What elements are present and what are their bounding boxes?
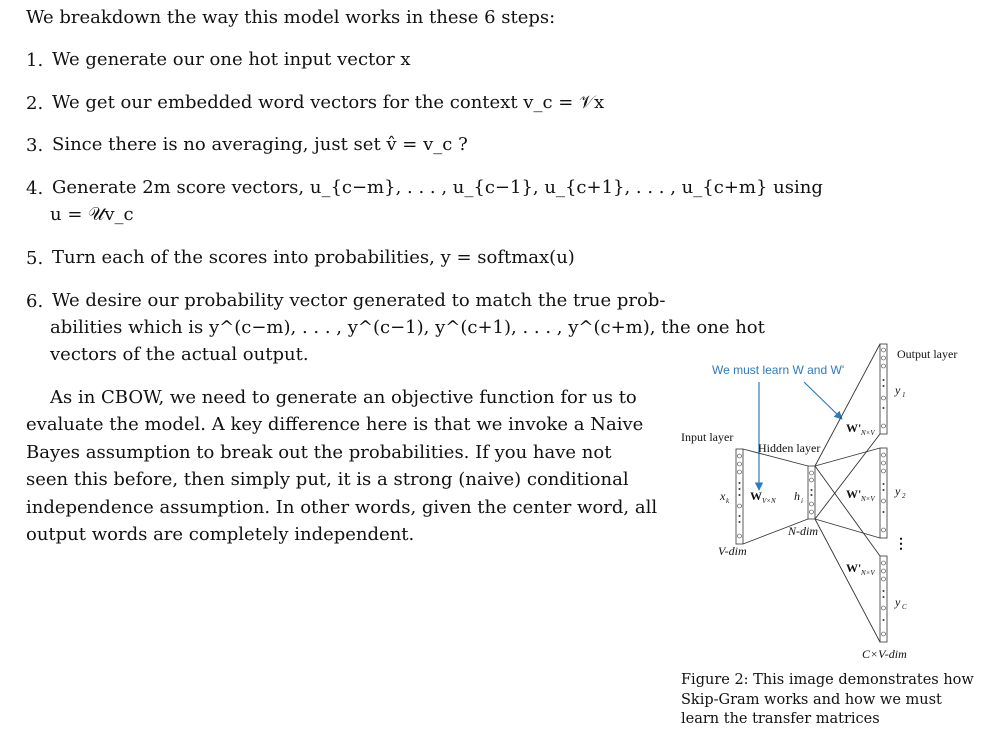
step-6-line-3: vectors of the actual output. (50, 344, 309, 365)
hidden-vector (808, 466, 815, 519)
h-label-group (794, 489, 803, 505)
v-dim-label: V-dim (718, 544, 747, 558)
wprime-label: W' (846, 487, 862, 501)
x-label: x (720, 489, 726, 503)
paragraph-line: Bayes assumption to break out the probabilities. If you have not (26, 441, 612, 463)
hidden-layer-label: Hidden layer (758, 441, 821, 455)
input-vector (736, 449, 743, 544)
x-k-label (719, 489, 730, 505)
wprime-label-1 (846, 421, 875, 437)
cv-dim-label: C×V-dim (862, 647, 907, 661)
y-label: y (895, 484, 901, 498)
paragraph-line: independence assumption. In other words, given the center word, all (26, 496, 658, 518)
step-6-line-2: abilities which is y^(c−m), . . . , y^(c−1), y^(c+1), . . . , y^(c+m), the one hot (50, 317, 765, 338)
h-subscript: i (801, 497, 803, 505)
step-3-text: Since there is no averaging, just set v̂ = v_c ? (52, 134, 468, 155)
step-1-number: 1. (26, 50, 44, 71)
yc-label (894, 595, 907, 611)
output-ellipsis: ⋮ (894, 536, 908, 552)
output-layer-label: Output layer (897, 347, 958, 361)
step-4-line-1: Generate 2m score vectors, u_{c−m}, . . . , u_{c−1}, u_{c+1}, . . . , u_{c+m} using (52, 177, 823, 198)
skip-gram-diagram (676, 338, 976, 668)
paragraph-line: seen this before, then simply put, it is a strong (naive) conditional (26, 469, 629, 491)
step-4-number: 4. (26, 178, 44, 199)
caption-line: Skip-Gram works and how we must (681, 691, 942, 708)
paragraph-line: As in CBOW, we need to generate an objective function for us to (50, 387, 637, 408)
caption-line: Figure 2: This image demonstrates how (681, 672, 974, 688)
h-label: h (794, 489, 800, 503)
y-subscript: C (902, 603, 907, 611)
caption-line: learn the transfer matrices (681, 711, 880, 727)
input-layer-label: Input layer (681, 430, 734, 444)
wprime-label-3 (846, 561, 875, 577)
annotation-text: We must learn W and W' (712, 363, 845, 377)
w-label-group (750, 489, 776, 505)
step-3-number: 3. (26, 135, 44, 156)
wprime-label: W' (846, 561, 862, 575)
output-vector-c (880, 556, 887, 642)
w-subscript: V×N (762, 497, 776, 505)
n-dim-label: N-dim (788, 524, 818, 538)
step-2-text: We get our embedded word vectors for the context v_c = 𝒱x (52, 92, 605, 113)
step-5-text: Turn each of the scores into probabilities, y = softmax(u) (52, 247, 575, 268)
wprime-subscript: N×V (861, 569, 875, 577)
y-label: y (895, 383, 901, 397)
step-6-line-1: We desire our probability vector generated to match the true prob- (52, 290, 666, 311)
output-vector-2 (880, 448, 887, 538)
wprime-subscript: N×V (861, 429, 875, 437)
step-5-number: 5. (26, 248, 44, 269)
w-label: W (750, 489, 762, 503)
output-vector-1 (880, 344, 887, 434)
wprime-label: W' (846, 421, 862, 435)
annotation-arrow-right (804, 382, 842, 419)
step-1-text: We generate our one hot input vector x (52, 49, 411, 70)
step-4-line-2: u = 𝒰v_c (50, 204, 134, 225)
y-label: y (895, 595, 901, 609)
step-2-number: 2. (26, 93, 44, 114)
wprime-subscript: N×V (861, 495, 875, 503)
wprime-label-2 (846, 487, 875, 503)
paragraph-line: output words are completely independent. (26, 524, 415, 546)
y1-label (894, 383, 906, 399)
body-paragraph (26, 384, 658, 548)
y-subscript: 1 (902, 391, 906, 399)
paragraph-line: evaluate the model. A key difference here is that we invoke a Naive (26, 414, 644, 436)
y-subscript: 2 (902, 492, 906, 500)
intro-text: We breakdown the way this model works in these 6 steps: (26, 7, 556, 28)
step-6-number: 6. (26, 291, 44, 312)
y2-label (894, 484, 906, 500)
x-subscript: k (726, 497, 730, 505)
figure-caption (681, 671, 974, 730)
